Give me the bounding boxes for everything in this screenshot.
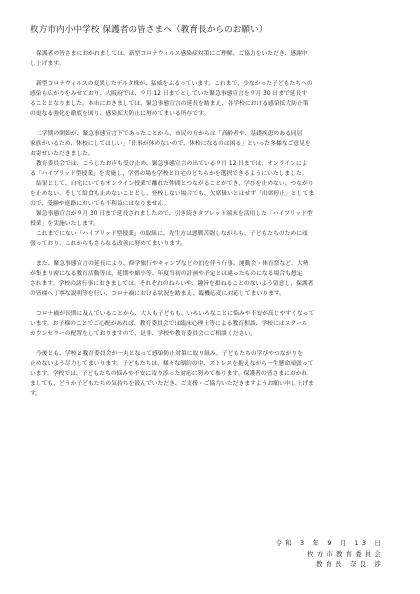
signer-name: 教育長 奈良 渉 — [315, 560, 384, 568]
paragraph-gap — [30, 299, 390, 309]
paragraph-result: 結果として、自宅にいてもオンライン授業で離れた仲間とつながることができ、学びを止めない、つながり を止めない、そして給食も止めないこととし、登校しない場合でも、欠席扱いとはせず「出席停止」としてま ので、受験や進路においても不利益にはなりません。 — [30, 181, 315, 207]
paragraph-citizen-opinions: 二学期の開始が、緊急事態宣言下であったことから、市民の方からは「高齢者や、基礎疾患のある同居 家族がいるため、休校にしてほしい」「仕事が休めないので、休校になるのは困る」といった多様なご意見を お寄せいただきました。 — [30, 131, 311, 157]
paragraph-gap — [30, 339, 390, 349]
paragraph-school-events: また、緊急事態宣言の延長により、修学旅行やキャンプなどの泊を伴う行事、運動会・体育祭など、大勢 が集まり密になる教育活動等は、延期や縮小等、年度当初の計画や予定とは違ったものになる場合も想定 されます。学校の諸行事におきましては、それぞれのねらいや、趣旨を損ねることのないよう留意し、保護者 の皆様へ丁寧な説明等を行い、コロナ禍における状況を踏まえ、臨機応変に対応してまいります。 — [30, 261, 314, 297]
issuing-organization: 枚方市教育委員会 — [307, 549, 384, 558]
signature-block — [264, 538, 384, 570]
paragraph-closing-request: 今後とも、学校と教育委員会が一丸となって感染防止対策に取り組み、子どもたちの学びやつながりを 止めないよう尽力してまいります。子どもたちは、様々な制約の中、ストレスを抱えながら一生懸命頑張って います。学校では、子どもたちの悩みや不安に寄り添った対応に努めて参ります。保護者の皆さまにおかれ ましても、どうか子どもたちの気持ちを汲んでいただき、ご支援・ご協力いただきますようお願い申し上げま す。 — [30, 351, 314, 397]
letter-title: 枚方市内小中学校 保護者の皆さまへ（教育長からのお願い） — [30, 25, 268, 35]
paragraph-delta-variant: 新型コロナウィルスの変異したデルタ株が、猛威をふるっています。これまで、少なかった子どもたちへの 感染も広がりをみせており、大阪府では、９月 12 日までとしていた緊急事態宣言を９月 30 日まで延長す ることとなりました。本市におきましては、緊急事態宣言の延長を踏まえ、各学校における感染拡大防止策 の更なる強化を徹底を図り、感染拡大防止に努めてまいる所存です。 — [30, 81, 313, 117]
paragraph-thanks: 保護者の皆さまにおかれましては、新型コロナウィルス感染症対策にご理解、ご協力をいただき、感謝申 し上げます。 — [30, 51, 308, 67]
paragraph-extension: 緊急事態宣言が９月 30 日まで延長されましたので、引き続きタブレット端末を活用した「ハイブリッド型 授業」を実施いたします。 — [30, 211, 313, 227]
paragraph-gap — [30, 69, 390, 79]
paragraph-counseling: コロナ禍が長期に及んでいることから、大人も子どもも、いろいろなことに悩みや不安が高じやすくなって います。お子様のことでご心配があれば、教育委員会では臨床心理士等による教育相談、学校にはスクール カウンセラーの配置をしておりますので、是非、学校や教育委員会にご相談ください。 — [30, 311, 315, 337]
paragraph-gap — [30, 249, 390, 259]
paragraph-teachers: これまでにない「ハイブリッド型授業」の取組に、先生方は悪戦苦闘しながらも、子どもたちのために頑 張っており、これからもさらなる改善に努めてまいります。 — [30, 231, 308, 247]
paragraph-gap — [30, 119, 390, 129]
paragraph-hybrid-until-12: 教育委員会では、こうしたお声も受け止め、緊急事態宣言の出ている９月 12 日までは、オンラインによ る「ハイブリッド型授業」を実施し、学習の場を学校と自宅のどちらかを選択できるようにいたしました。 — [30, 161, 308, 177]
letter-date: 令和 3 年 9 月 13 日 — [275, 539, 384, 547]
